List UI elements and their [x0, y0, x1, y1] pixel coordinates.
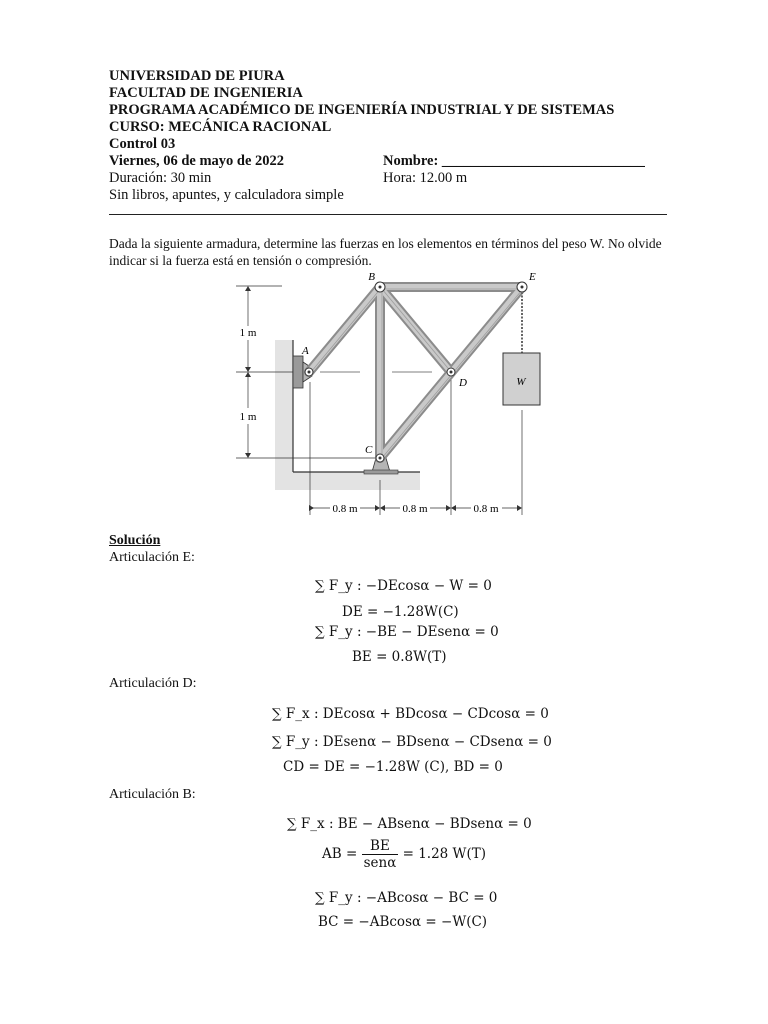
- solution-title: Solución: [109, 533, 161, 548]
- eq-d-1: ∑ F_x : DEcosα + BDcosα − CDcosα = 0: [272, 706, 549, 722]
- dim-label-h2: 0.8 m: [402, 503, 428, 515]
- dim-label-v2: 1 m: [239, 411, 257, 423]
- eq-b-2-denominator: senα: [363, 855, 397, 871]
- eq-b-2-numerator: BE: [362, 838, 399, 855]
- eq-b-2: [322, 838, 486, 871]
- label-b: B: [368, 271, 375, 283]
- control-title: Control 03: [109, 136, 176, 152]
- eq-e-3: ∑ F_y : −BE − DEsenα = 0: [315, 624, 499, 640]
- joint-e-title: Articulación E:: [109, 550, 195, 565]
- name-field-label: Nombre: ____________________________: [383, 153, 645, 169]
- eq-e-4: BE = 0.8W(T): [352, 649, 447, 665]
- eq-e-1: ∑ F_y : −DEcosα − W = 0: [315, 578, 492, 594]
- eq-b-2-fraction: [362, 838, 399, 871]
- truss-figure: [230, 268, 550, 520]
- header-divider: [109, 214, 667, 215]
- university-name: UNIVERSIDAD DE PIURA: [109, 68, 285, 84]
- eq-e-2: DE = −1.28W(C): [342, 604, 459, 620]
- exam-date: Viernes, 06 de mayo de 2022: [109, 153, 285, 169]
- label-e: E: [529, 271, 536, 283]
- joint-b-title: Articulación B:: [109, 787, 196, 802]
- eq-b-2-lhs: AB =: [322, 846, 358, 862]
- program-name: PROGRAMA ACADÉMICO DE INGENIERÍA INDUSTRIAL Y DE SISTEMAS: [109, 102, 615, 118]
- eq-b-4: BC = −ABcosα = −W(C): [318, 914, 488, 930]
- eq-d-3: CD = DE = −1.28W (C), BD = 0: [283, 759, 503, 775]
- label-w: W: [516, 376, 526, 388]
- eq-d-2: ∑ F_y : DEsenα − BDsenα − CDsenα = 0: [272, 734, 552, 750]
- joint-d-title: Articulación D:: [109, 676, 197, 691]
- exam-duration: Duración: 30 min: [109, 170, 212, 186]
- label-d: D: [459, 377, 467, 389]
- eq-b-1: ∑ F_x : BE − ABsenα − BDsenα = 0: [287, 816, 532, 832]
- faculty-name: FACULTAD DE INGENIERIA: [109, 85, 303, 101]
- label-a: A: [302, 345, 309, 357]
- eq-b-3: ∑ F_y : −ABcosα − BC = 0: [315, 890, 498, 906]
- dim-label-h3: 0.8 m: [473, 503, 499, 515]
- dim-label-h1: 0.8 m: [332, 503, 358, 515]
- eq-b-2-rhs: = 1.28 W(T): [402, 846, 486, 862]
- exam-rules: Sin libros, apuntes, y calculadora simple: [109, 187, 344, 203]
- exam-time: Hora: 12.00 m: [383, 170, 468, 186]
- course-name: CURSO: MECÁNICA RACIONAL: [109, 119, 332, 135]
- dim-label-v1: 1 m: [239, 327, 257, 339]
- label-c: C: [365, 444, 373, 456]
- problem-statement: Dada la siguiente armadura, determine las fuerzas en los elementos en términos del peso W. No olvide indicar si la fuerza está en tensión o compresión.: [109, 236, 662, 268]
